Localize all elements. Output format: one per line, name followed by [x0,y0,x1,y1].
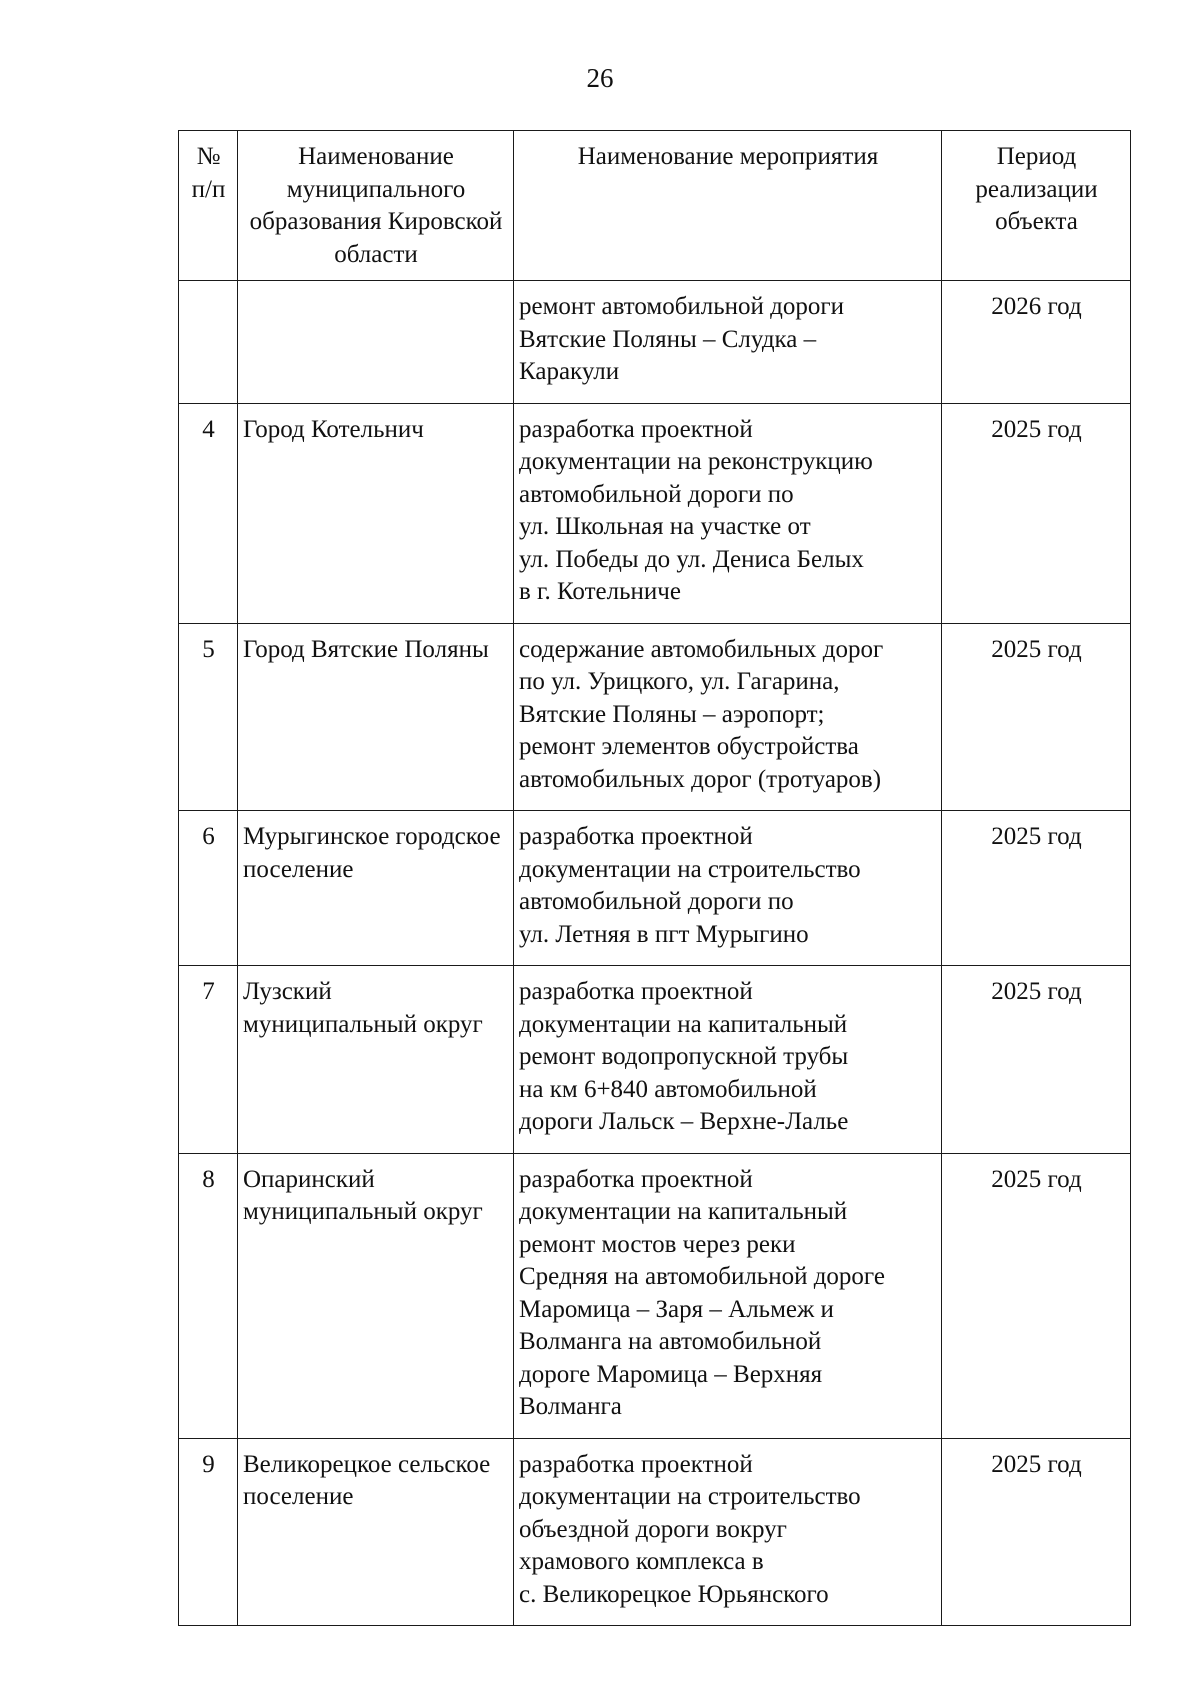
row-event: разработка проектной документации на капитальный ремонт водопропускной трубы на км 6+840 автомобильной дороги Лальск – Верхне-Лалье [514,966,942,1154]
row-municipality: Великорецкое сельское поселение [238,1438,514,1626]
row-event: разработка проектной документации на строительство объездной дороги вокруг храмового комплекса в с. Великорецкое Юрьянского [514,1438,942,1626]
row-num: 4 [179,403,238,623]
table-row [179,1438,1131,1626]
row-num: 5 [179,623,238,811]
activities-table [178,130,1131,1626]
row-event: разработка проектной документации на капитальный ремонт мостов через реки Средняя на автомобильной дороге Маромица – Заря – Альмеж и Волманга на автомобильной дороге Маромица – Верхняя Волманга [514,1153,942,1438]
row-period: 2025 год [942,1153,1131,1438]
row-event: разработка проектной документации на реконструкцию автомобильной дороги по ул. Школьная на участке от ул. Победы до ул. Дениса Белых в г. Котельниче [514,403,942,623]
row-municipality: Лузский муниципальный округ [238,966,514,1154]
row-num: 6 [179,811,238,966]
row-period: 2025 год [942,1438,1131,1626]
row-event: разработка проектной документации на строительство автомобильной дороги по ул. Летняя в пгт Мурыгино [514,811,942,966]
row-municipality: Мурыгинское городское поселение [238,811,514,966]
row-num: 8 [179,1153,238,1438]
row-municipality: Город Вятские Поляны [238,623,514,811]
row-event: содержание автомобильных дорог по ул. Урицкого, ул. Гагарина, Вятские Поляны – аэропорт; ремонт элементов обустройства автомобильных дорог (тротуаров) [514,623,942,811]
header-num: № п/п [179,131,238,281]
row-municipality: Город Котельнич [238,403,514,623]
table-row [179,403,1131,623]
row-period: 2025 год [942,966,1131,1154]
row-period: 2025 год [942,403,1131,623]
header-period: Период реализации объекта [942,131,1131,281]
row-event: ремонт автомобильной дороги Вятские Поляны – Слудка – Каракули [514,281,942,404]
row-municipality: Опаринский муниципальный округ [238,1153,514,1438]
row-period: 2025 год [942,811,1131,966]
row-period: 2026 год [942,281,1131,404]
header-event: Наименование мероприятия [514,131,942,281]
table-header-row [179,131,1131,281]
table-row [179,281,1131,404]
table-row [179,623,1131,811]
row-num: 9 [179,1438,238,1626]
table-row [179,966,1131,1154]
header-municipality: Наименование муниципального образования Кировской области [238,131,514,281]
row-num: 7 [179,966,238,1154]
table-row [179,811,1131,966]
row-num [179,281,238,404]
table-row [179,1153,1131,1438]
row-period: 2025 год [942,623,1131,811]
page-number: 26 [586,63,614,93]
row-municipality [238,281,514,404]
